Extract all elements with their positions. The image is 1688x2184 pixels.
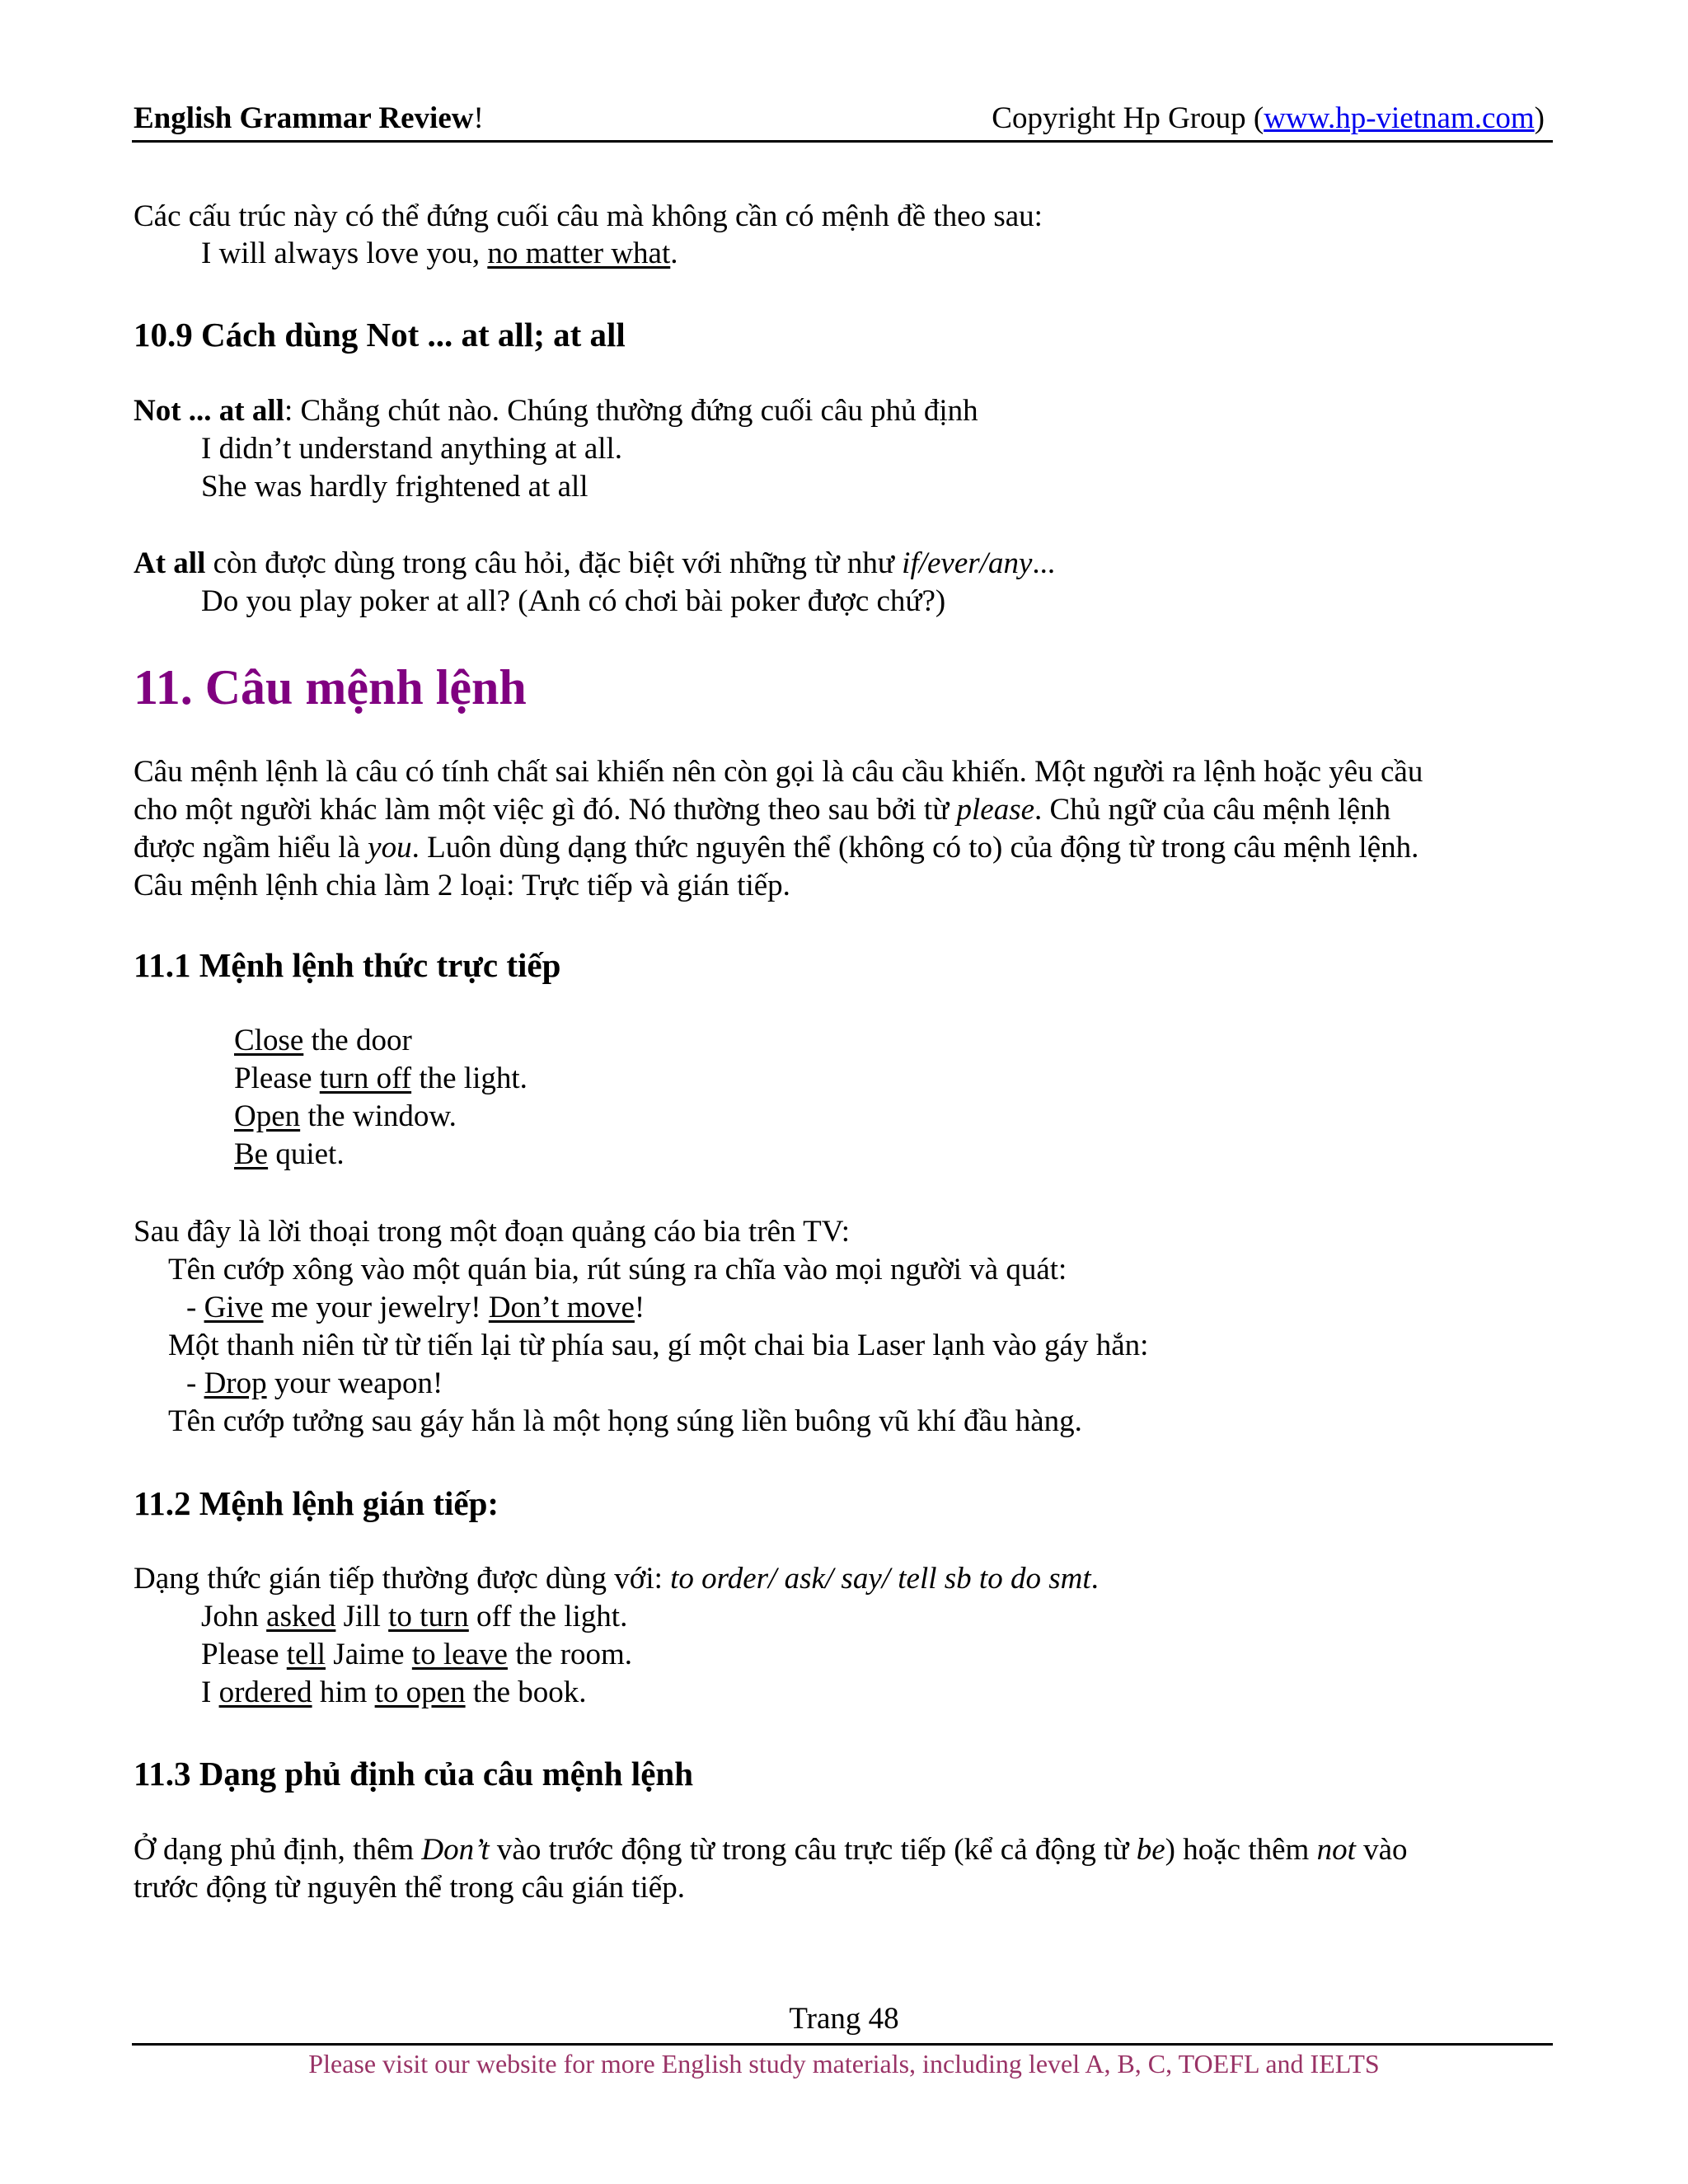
chapter-heading-11: 11. Câu mệnh lệnh — [134, 660, 527, 715]
section-heading-11-2: 11.2 Mệnh lệnh gián tiếp: — [134, 1484, 499, 1522]
page-header — [132, 97, 1553, 143]
example-sentence: I didn’t understand anything at all. — [201, 432, 623, 466]
intro-paragraph: Các cấu trúc này có thể đứng cuối câu mà không cần có mệnh đề theo sau: — [134, 199, 1043, 233]
paragraph-line: cho một người khác làm một việc gì đó. Nó thường theo sau bởi từ please. Chủ ngữ của câu mệnh lệnh — [134, 793, 1391, 827]
story-line: Một thanh niên từ từ tiến lại từ phía sau, gí một chai bia Laser lạnh vào gáy hắn: — [168, 1329, 1149, 1362]
example-sentence: She was hardly frightened at all — [201, 470, 588, 504]
website-link[interactable]: www.hp-vietnam.com — [1264, 101, 1535, 135]
example-sentence: Be quiet. — [234, 1137, 345, 1171]
header-copyright: Copyright Hp Group (www.hp-vietnam.com) — [992, 101, 1545, 135]
section-heading-11-3: 11.3 Dạng phủ định của câu mệnh lệnh — [134, 1755, 694, 1793]
story-dialogue: - Drop your weapon! — [186, 1366, 443, 1400]
paragraph: Sau đây là lời thoại trong một đoạn quảng cáo bia trên TV: — [134, 1215, 850, 1249]
example-sentence: Please tell Jaime to leave the room. — [201, 1638, 632, 1671]
example-sentence: John asked Jill to turn off the light. — [201, 1600, 628, 1633]
example-sentence: Close the door — [234, 1024, 412, 1057]
paragraph-line: được ngầm hiểu là you. Luôn dùng dạng thức nguyên thể (không có to) của động từ trong câu mệnh lệnh. — [134, 831, 1419, 865]
paragraph-line: Ở dạng phủ định, thêm Don’t vào trước động từ trong câu trực tiếp (kể cả động từ be) hoặc thêm not vào — [134, 1833, 1408, 1867]
paragraph: Dạng thức gián tiếp thường được dùng với: to order/ ask/ say/ tell sb to do smt. — [134, 1562, 1099, 1596]
example-sentence: Please turn off the light. — [234, 1062, 528, 1095]
story-dialogue: - Give me your jewelry! Don’t move! — [186, 1291, 645, 1324]
paragraph-line: Câu mệnh lệnh chia làm 2 loại: Trực tiếp và gián tiếp. — [134, 869, 790, 902]
example-sentence: I will always love you, no matter what. — [201, 237, 678, 270]
story-line: Tên cướp tưởng sau gáy hắn là một họng súng liền buông vũ khí đầu hàng. — [168, 1404, 1082, 1438]
section-heading-11-1: 11.1 Mệnh lệnh thức trực tiếp — [134, 946, 561, 984]
example-sentence: I ordered him to open the book. — [201, 1675, 587, 1709]
paragraph-line: Câu mệnh lệnh là câu có tính chất sai khiến nên còn gọi là câu cầu khiến. Một người ra lệnh hoặc yêu cầu — [134, 755, 1423, 789]
section-heading-10-9: 10.9 Cách dùng Not ... at all; at all — [134, 316, 626, 354]
example-sentence: Do you play poker at all? (Anh có chơi bài poker được chứ?) — [201, 584, 946, 618]
footer-note: Please visit our website for more English study materials, including level A, B, C, TOEFL and IELTS — [308, 2049, 1380, 2079]
paragraph: Not ... at all: Chẳng chút nào. Chúng thường đứng cuối câu phủ định — [134, 394, 978, 428]
footer-divider — [132, 2043, 1553, 2046]
header-title: English Grammar Review! — [134, 101, 484, 135]
story-line: Tên cướp xông vào một quán bia, rút súng ra chĩa vào mọi người và quát: — [168, 1253, 1067, 1286]
paragraph: At all còn được dùng trong câu hỏi, đặc biệt với những từ như if/ever/any... — [134, 546, 1056, 580]
paragraph-line: trước động từ nguyên thể trong câu gián tiếp. — [134, 1871, 685, 1905]
example-sentence: Open the window. — [234, 1099, 457, 1133]
page-number: Trang 48 — [789, 2002, 899, 2036]
